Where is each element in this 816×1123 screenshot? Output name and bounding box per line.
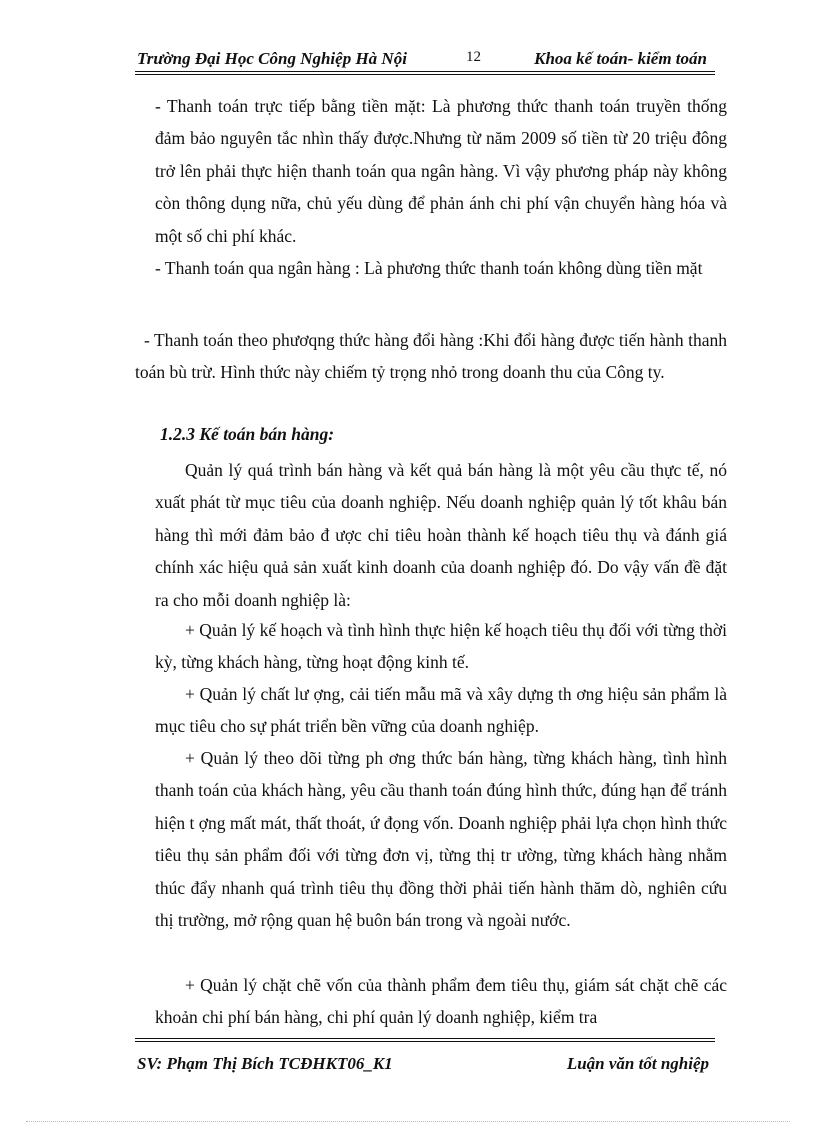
- header-rule: [135, 71, 715, 72]
- page-bottom-divider: [26, 1121, 790, 1122]
- list-item-capital: + Quản lý chặt chẽ vốn của thành phẩm đem tiêu thụ, giám sát chặt chẽ các khoản chi phí bán hàng, chi phí quản lý doanh nghiệp, kiểm tra: [155, 975, 727, 1028]
- section-heading: 1.2.3 Kế toán bán hàng:: [160, 424, 335, 444]
- thesis-label: Luận văn tốt nghiệp: [566, 1054, 709, 1073]
- paragraph-barter-payment: - Thanh toán theo phươqng thức hàng đổi hàng :Khi đổi hàng được tiến hành thanh toán bù trừ. Hình thức này chiếm tỷ trọng nhỏ trong doanh thu của Công ty.: [135, 330, 727, 383]
- footer-rule: [135, 1038, 715, 1039]
- footer-rule-double: [135, 1041, 715, 1042]
- faculty-name: Khoa kế toán- kiểm toán: [534, 49, 707, 68]
- page-header: [135, 46, 715, 72]
- paragraph-bank-payment: - Thanh toán qua ngân hàng : Là phương thức thanh toán không dùng tiền mặt: [155, 258, 703, 278]
- paragraph-intro: Quản lý quá trình bán hàng và kết quả bán hàng là một yêu cầu thực tế, nó xuất phát từ mục tiêu của doanh nghiệp. Nếu doanh nghiệp quản lý tốt khâu bán hàng thì mới đảm bảo đ ược chỉ tiêu hoàn thành kế hoạch tiêu thụ và đánh giá chính xác hiệu quả sản xuất kinh doanh của doanh nghiệp đó. Do vậy vấn đề đặt ra cho mỗi doanh nghiệp là:: [155, 460, 727, 610]
- paragraph-cash-payment: - Thanh toán trực tiếp bằng tiền mặt: Là phương thức thanh toán truyền thống đảm bảo nguyên tắc nhìn thấy được.Nhưng từ năm 2009 số tiền từ 20 triệu đông trở lên phải thực hiện thanh toán qua ngân hàng. Vì vậy phương pháp này không còn thông dụng nữa, chủ yếu dùng để phản ánh chi phí vận chuyển hàng hóa và một số chi phí khác.: [155, 96, 727, 246]
- list-item-tracking: + Quản lý theo dõi từng ph ơng thức bán hàng, từng khách hàng, tình hình thanh toán của khách hàng, yêu cầu thanh toán đúng hình thức, đúng hạn để tránh hiện t ợng mất mát, thất thoát, ứ đọng vốn. Doanh nghiệp phải lựa chọn hình thức tiêu thụ sản phẩm đối với từng đơn vị, từng thị tr ường, từng khách hàng nhằm thúc đẩy nhanh quá trình tiêu thụ đồng thời phải tiến hành thăm dò, nghiên cứu thị trường, mở rộng quan hệ buôn bán trong và ngoài nước.: [155, 748, 727, 931]
- school-name: Trường Đại Học Công Nghiệp Hà Nội: [137, 49, 407, 68]
- page-number: 12: [466, 49, 481, 65]
- list-item-plan: + Quản lý kế hoạch và tình hình thực hiện kế hoạch tiêu thụ đối với từng thời kỳ, từng khách hàng, từng hoạt động kinh tế.: [155, 620, 727, 673]
- list-item-quality: + Quản lý chất lư ợng, cải tiến mẫu mã và xây dựng th ơng hiệu sản phẩm là mục tiêu cho sự phát triển bền vững của doanh nghiệp.: [155, 684, 727, 737]
- student-name: SV: Phạm Thị Bích TCĐHKT06_K1: [137, 1054, 393, 1073]
- header-rule-double: [135, 74, 715, 75]
